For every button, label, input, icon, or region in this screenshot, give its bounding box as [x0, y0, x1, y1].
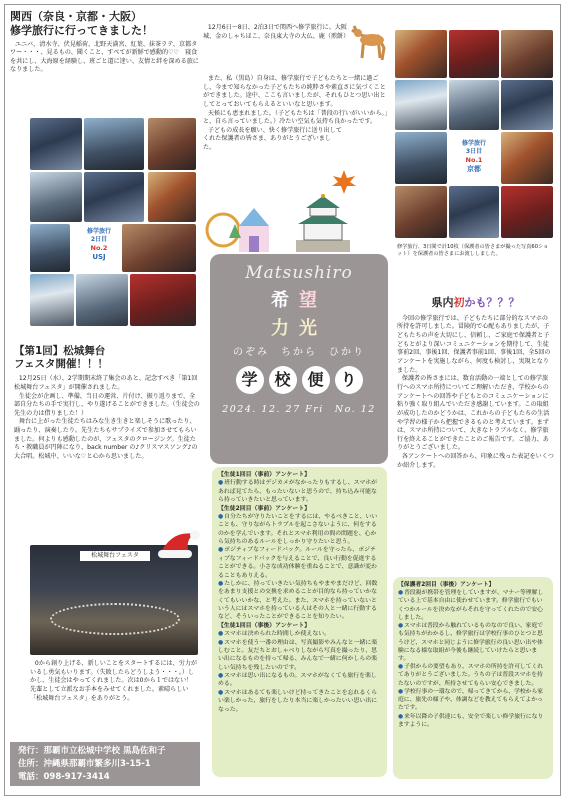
santa-hat-icon	[156, 526, 202, 560]
masthead	[210, 254, 388, 464]
trip-photo	[449, 186, 499, 238]
kansai-mid-text	[203, 24, 353, 41]
smartphone-para-2: 保護者の皆さまには、数育活動の一端としての修学旅行へのスマホ所持についてご理解いただき、学校からのアンケートへの回答や子どもとのコミュニケーションに粘り強く取り組んでいただき感謝しています。この取組が成功したのかどうかは、これからの子どもたちの生活や学習の様子から把握できるものと考えています。まずは、スマホ所持について、大きなトラブルなく、修学旅行を終えることができたことのご報告です。ご協力、ありがとうございました。	[397, 375, 550, 452]
badge-place: 京都	[467, 164, 481, 173]
castle-illustration	[205, 198, 275, 256]
circle-of-students	[50, 603, 180, 635]
smartphone-para-3: 各アンケートへの回答から、印象に残った表記をいくつか紹介します。	[397, 453, 554, 469]
trip-photo	[395, 30, 447, 78]
masthead-power	[210, 317, 388, 341]
survey-heading: 【生徒2回目（事前）アンケート】	[218, 505, 311, 512]
festa-closing: 0から創り上げる、新しいことをスタートするには、労力がいるし勇気もいります。（失敗したらどうしよう・・・。）しかし、生徒会はやってくれました。次は0から１ではない！先輩として立派なお手本をみせてくれました。素晴らしい「松城舞台フェスタ」をありがとう。	[30, 660, 198, 702]
survey-heading: 【保護者2回目（事後）アンケート】	[398, 582, 495, 588]
survey-item: ● 学校行事の一環なので、帰ってきてから、学校から家庭に、旅先の様子や、体調などを教えてもらえてよかったです。	[398, 688, 548, 713]
power-char-1: 力	[271, 318, 299, 340]
trip-photo	[501, 30, 553, 78]
kansai-mid-2: また、私（黒島）自身は、修学旅行で子どもたちと一緒に過ごし、今まで知らなかった子どもたちの純粋さや素直さに気づくことができました。途中、ここも言いましたが、それもひとつ思い出としてとっておいてもらえるといいなと思います。	[203, 75, 386, 108]
trip-photo	[449, 30, 499, 78]
osaka-castle-illustration	[290, 192, 356, 254]
trip-photo	[395, 186, 447, 238]
festa-title-1: 【第1回】松城舞台	[14, 345, 106, 357]
masthead-reading: のぞみ ちから ひかり	[233, 346, 365, 358]
kansai-intro: ユニバ、清水寺、伏見稲荷、北野天満宮、紅葉、抹茶ラテ、京都タワー・・・、見るもの、聞くこと、すべてが新鮮で感動的♡♡ 寝食を共にし、大海原を経験し、班ごと道に迷い、友情と絆を深める旅になりました。	[10, 40, 199, 74]
survey-item: ● たしかに、持っていきたい気持ちもやまやまだけど、回数をあまり支援との交換を求めることが目的なら持っていかなくてもいいかな、と考えた。また、スマホを持っていないという人にはスマホを持っている人はその人と一緒に行動するなど、そういったことができることを知りたい。	[218, 580, 381, 622]
survey-item: ● スマホを使う一番の理由は、写真撮影やみんなと一緒に楽しむこと。友だちとおしゃべりしながら写真を撮ったり、思い出になるものを持って帰る、みんなで一緒に何かしらの楽しい気持ちを残したいのです。	[218, 639, 381, 673]
parent-survey-box	[393, 577, 553, 779]
festa-title-2: フェスタ開催！！！	[14, 358, 108, 371]
survey-heading: 【生徒1回目（事前）アンケート】	[218, 472, 311, 478]
trip-photo	[501, 186, 553, 238]
trip-photo	[30, 274, 74, 326]
footer-box	[10, 742, 200, 786]
badge-rank: No.2	[90, 244, 108, 253]
trip-photo	[30, 224, 70, 272]
trip-photo	[76, 274, 128, 326]
trip-photo	[30, 118, 82, 170]
festa-para-2: 生徒会が企画し、準備、当日の運営、片付け、振り返りまで、全部自分たちの手で実行し、やり遂げることができました。（生徒会の先生の力は借りました！）	[14, 392, 200, 417]
smartphone-para-1: 今回の修学旅行では、子どもたちに部分的なスマホの所持を許可しました。冒険的で心配もありましたが、子どもたちの声を大切にし、信頼し、ご家庭で保護者と子どもとがより深いコミュニケーションを期待して、生徒事前2回、事後1回、保護者事前1回、事後1回、全5回のアンケートを実施しながら、何度も検討し、実現となりました。	[397, 314, 551, 374]
footer-address: 住所：沖縄県那覇市繁多川3-15-1	[18, 758, 151, 769]
festa-banner: 松城舞台フェスタ	[80, 551, 150, 561]
title-key: 初	[453, 296, 465, 309]
footer-tel: 電話：098-917-3414	[18, 771, 110, 782]
kansai-mid-4: 子どもの成長を願い、快く修学旅行に送り出してくれた保護者の皆さま、ありがとうございました。	[203, 126, 342, 152]
kansai-section	[10, 10, 200, 75]
deer-icon	[350, 18, 390, 62]
power-char-2: 光	[299, 318, 327, 340]
news-char: 学	[236, 366, 264, 394]
trip-photo	[148, 172, 196, 222]
title-prefix: 県内	[431, 296, 454, 309]
badge-rank: No.1	[465, 156, 483, 165]
festa-para-3: 舞台に上がった生徒たちはみな生き生きと楽しそうに歌ったり、踊ったり、演奏したり。先生たちもサプライズで参加させてもらいました。何よりも感動したのが、フェスタのクロージング。生徒たち・教職員が円陣になり、back number の♪クリスマスソング♪の大合唱。松城中、いいな♡と心から思いました。	[14, 418, 198, 461]
survey-item: ● スマホは普段から触れているものなので良い、家庭でも気持ちがわかるし、修学旅行は学校行事のひとつと思うけど、スマホと同じように修学旅行の良い思い出や体験になる様な取組が今後も継続していけたらと思います。	[398, 622, 548, 663]
kansai-mid-3: 天候にも恵まれました。（子どもたちは「普段の行いがいいから。」と、自ら言っていました。）冷たい空気も気持ち良かったです。	[203, 109, 388, 126]
masthead-news-title	[210, 366, 388, 394]
festa-section	[14, 345, 200, 462]
kansai-title-1: 関西（奈良・京都・大阪）	[10, 10, 142, 23]
survey-item: ● 普段親が携帯を管理をしていますが、マナー等理解している上で基本自由に使わせています。修学旅行でもいくつかルールを決めながらそれを守ってくれたので安心しました。	[398, 589, 548, 622]
trip-photo	[148, 118, 196, 170]
footer-publisher: 発行：那覇市立松城中学校 黒島佐和子	[18, 746, 166, 756]
survey-heading: 【生徒1回目（事後）アンケート】	[218, 622, 311, 629]
usj-badge	[76, 222, 122, 268]
masthead-issue: 2024. 12. 27 Fri No. 12	[222, 404, 376, 416]
kyoto-badge	[449, 134, 499, 184]
smartphone-title	[397, 296, 554, 311]
survey-item: ● ポジティブなフィードバック。ルールを守ったら、ポジティブなフィードバックを与えることで、良い行動を促進することができる。小さな成功体験を重ねることで、意識が変わることもありえる。	[218, 546, 381, 580]
hope-char-1: 希	[271, 289, 299, 311]
trip-photo	[395, 80, 447, 130]
survey-item: ● 子供からの要望もあり、スマホの所持を許可してくれてありがとうございました。うちの子は普段スマホを持たないのですが、所持させてもらい安心できました。	[398, 663, 548, 688]
news-char: 便	[302, 366, 330, 394]
kansai-mid-1: 12月6日〜8日、2泊3日で関西へ修学旅行に。大阪城、金のしゃちほこ、奈良東大寺の大仏、鹿（煎餅）	[203, 24, 350, 40]
trip-photo	[84, 118, 144, 170]
masthead-school-name: Matsushiro	[245, 263, 353, 283]
badge-day: 2日目	[90, 236, 108, 244]
news-char: 校	[269, 366, 297, 394]
trip-photo	[122, 224, 196, 272]
trip-photo	[395, 132, 447, 184]
festa-para-1: 12月25日（水）、2学期期末終了集会のあと、記念すべき「第1回松城舞台フェスタ」が開催されました。	[14, 375, 198, 391]
badge-place: USJ	[92, 252, 106, 261]
survey-item: ● スマホは思い出になるもの。スマホがなくても旅行を楽しめる。	[218, 672, 381, 689]
survey-item: ● 自分たちが守りたいことをするには、やるべきこと、いいことも、守りながらトラブルを起こさないように、何をするのかを学んでいます。それとスマホ利用の間の問題を、心から気持ちのあるルールをしっかり守りたいと思う。	[218, 513, 381, 547]
survey-item: ● 班行動する時はデジカメがなかったりもするし、スマホがあれば見てたら、もったいないと思うので、持ち込み可能なら持っていきたいと思っています。	[218, 479, 381, 504]
trip-photo	[501, 80, 553, 130]
trip-photo	[130, 274, 196, 326]
hope-char-2: 望	[299, 289, 327, 311]
festa-photo	[30, 545, 198, 655]
badge-day: 3日目	[465, 148, 483, 156]
badge-label: 修学旅行	[86, 228, 111, 235]
kansai-title-2: 修学旅行に行ってきました！	[10, 23, 153, 37]
trip-photo	[449, 80, 499, 130]
kansai-mid-text-2	[203, 75, 388, 153]
survey-item: ● 来年以降の子供達にも、安全で楽しい修学旅行になりますように。	[398, 713, 548, 729]
badge-label: 修学旅行	[461, 140, 486, 147]
news-char: り	[335, 366, 363, 394]
trip-photo	[501, 132, 553, 184]
smartphone-section	[397, 296, 554, 470]
survey-item: ● スマホは決められた時間しか使えない。	[218, 630, 381, 638]
title-suffix: かも？？？	[464, 296, 520, 309]
photo-caption: 修学旅行、3日間で計10枚（保護者の皆さまが撮った写真60ショット）を保護者の皆さまにお渡ししました。	[397, 244, 549, 258]
trip-photo	[30, 172, 82, 222]
masthead-hope	[210, 289, 388, 313]
student-survey-box	[212, 467, 387, 777]
survey-item: ● スマホはあるても楽しいけど持ってきたことを忘れるくらい楽しかった、旅行をしたり本当に楽しかったいい思い出になった。	[218, 689, 381, 714]
trip-photo	[84, 172, 144, 222]
